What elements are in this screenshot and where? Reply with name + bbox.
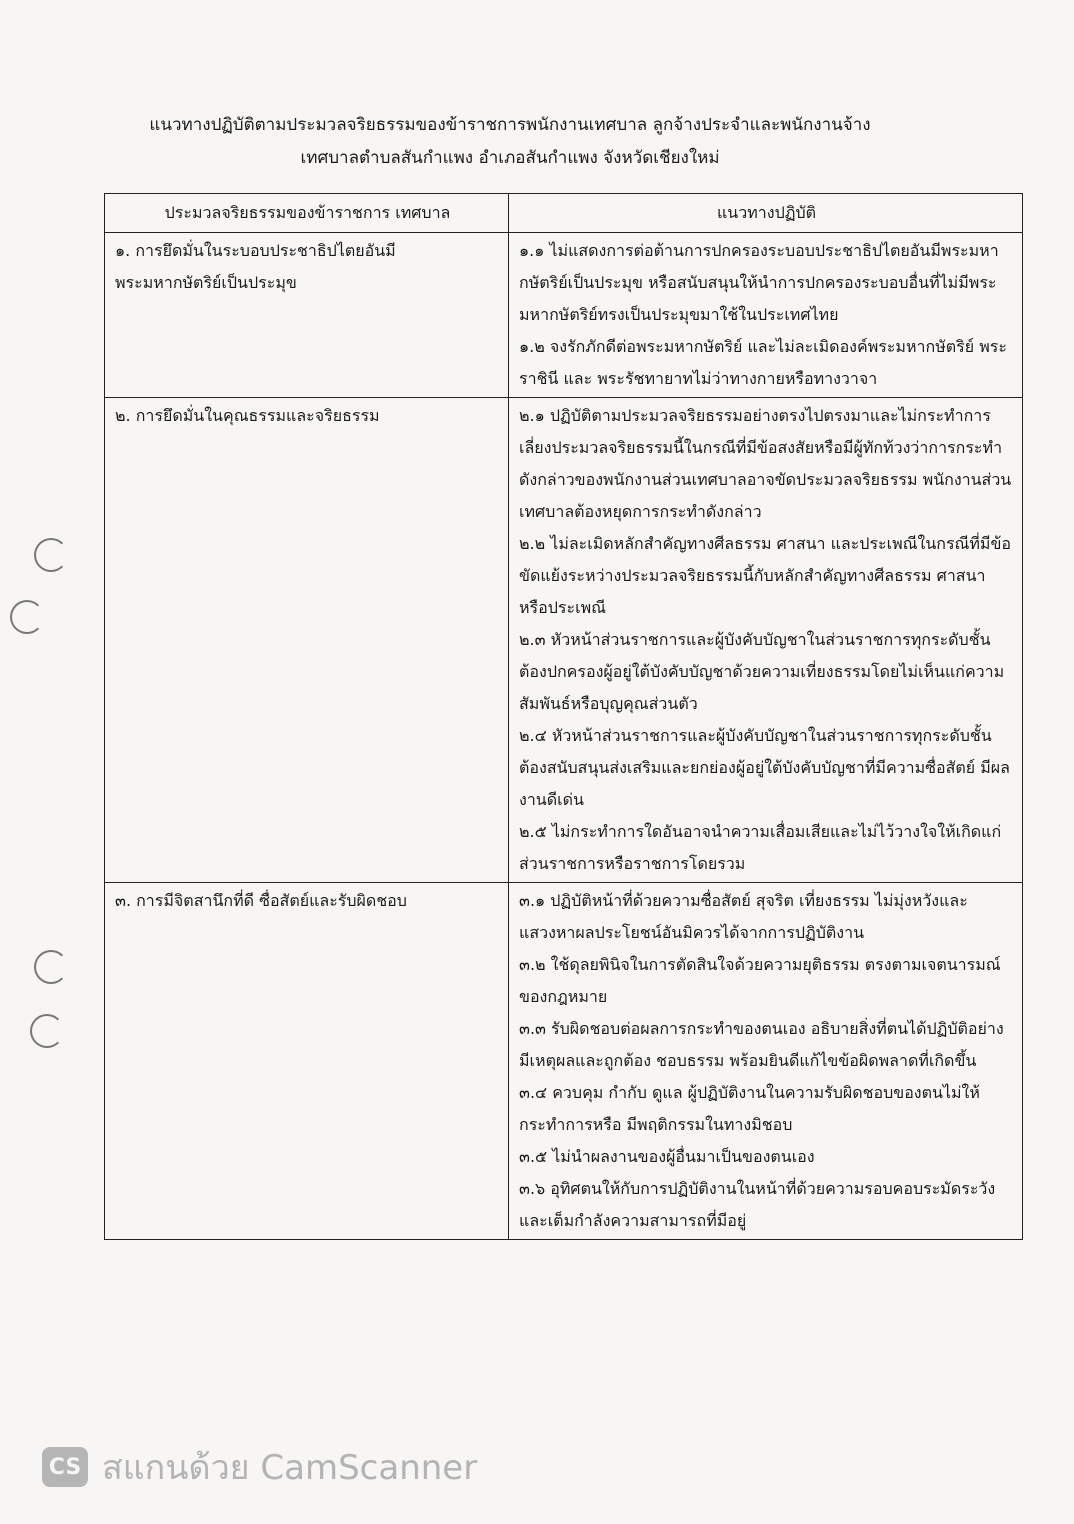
- guideline-cell: [509, 233, 1023, 398]
- guideline-item: ๓.๑ ปฏิบัติหน้าที่ด้วยความซื่อสัตย์ สุจริต เที่ยงธรรม ไม่มุ่งหวังและแสวงหาผลประโยชน์อันมิควรได้จากการปฏิบัติงาน: [519, 891, 968, 942]
- guideline-item: ๒.๑ ปฏิบัติตามประมวลจริยธรรมอย่างตรงไปตรงมาและไม่กระทำการเลี่ยงประมวลจริยธรรมนี้ในกรณีที่มีข้อสงสัยหรือมีผู้ทักท้วงว่าการกระทำดังกล่าวของพนักงานส่วนเทศบาลอาจขัดประมวลจริยธรรม พนักงานส่วนเทศบาลต้องหยุดการกระทำดังกล่าว: [519, 406, 1012, 521]
- principle-cell: ๑. การยึดมั่นในระบอบประชาธิปไตยอันมีพระมหากษัตริย์เป็นประมุข: [105, 233, 509, 398]
- table-row: [105, 398, 1023, 883]
- camscanner-logo-icon: CS: [42, 1447, 88, 1487]
- document-title-line1: แนวทางปฏิบัติตามประมวลจริยธรรมของข้าราชการพนักงานเทศบาล ลูกจ้างประจำและพนักงานจ้าง: [149, 115, 871, 135]
- punch-hole-mark: [10, 600, 44, 634]
- guideline-item: ๓.๒ ใช้ดุลยพินิจในการตัดสินใจด้วยความยุติธรรม ตรงตามเจตนารมณ์ของกฎหมาย: [519, 955, 1001, 1006]
- camscanner-watermark: [42, 1440, 477, 1494]
- principle-cell: ๒. การยึดมั่นในคุณธรรมและจริยธรรม: [105, 398, 509, 883]
- document-title-line2: เทศบาลตำบลสันกำแพง อำเภอสันกำแพง จังหวัดเชียงใหม่: [300, 148, 720, 168]
- watermark-text: สแกนด้วย CamScanner: [102, 1448, 478, 1488]
- guideline-cell: [509, 398, 1023, 883]
- guideline-item: ๓.๕ ไม่นำผลงานของผู้อื่นมาเป็นของตนเอง: [519, 1147, 815, 1166]
- guideline-item: ๓.๖ อุทิศตนให้กับการปฏิบัติงานในหน้าที่ด้วยความรอบคอบระมัดระวังและเต็มกำลังความสามารถที่มีอยู่: [519, 1179, 996, 1230]
- punch-hole-mark: [34, 950, 68, 984]
- table-row: [105, 883, 1023, 1240]
- principle-cell: ๓. การมีจิตสานึกที่ดี ซื่อสัตย์และรับผิดชอบ: [105, 883, 509, 1240]
- table-row: [105, 233, 1023, 398]
- table-header-row: [105, 194, 1023, 233]
- punch-hole-mark: [34, 538, 68, 572]
- guideline-item: ๓.๔ ควบคุม กำกับ ดูแล ผู้ปฏิบัติงานในความรับผิดชอบของตนไม่ให้กระทำการหรือ มีพฤติกรรมในทางมิชอบ: [519, 1083, 980, 1134]
- guideline-item: ๒.๓ หัวหน้าส่วนราชการและผู้บังคับบัญชาในส่วนราชการทุกระดับชั้นต้องปกครองผู้อยู่ใต้บังคับบัญชาด้วยความเที่ยงธรรมโดยไม่เห็นแก่ความสัมพันธ์หรือบุญคุณส่วนตัว: [519, 630, 1005, 713]
- guideline-cell: [509, 883, 1023, 1240]
- punch-hole-mark: [30, 1014, 64, 1048]
- ethics-table: [104, 193, 1023, 1240]
- guideline-item: ๑.๑ ไม่แสดงการต่อต้านการปกครองระบอบประชาธิปไตยอันมีพระมหากษัตริย์เป็นประมุข หรือสนับสนุนให้นำการปกครองระบอบอื่นที่ไม่มีพระมหากษัตริย์ทรงเป็นประมุขมาใช้ในประเทศไทย: [519, 241, 999, 324]
- guideline-item: ๒.๕ ไม่กระทำการใดอันอาจนำความเสื่อมเสียและไม่ไว้วางใจให้เกิดแก่ส่วนราชการหรือราชการโดยรวม: [519, 822, 1002, 873]
- column-header-guideline: แนวทางปฏิบัติ: [509, 194, 1023, 233]
- column-header-principle: ประมวลจริยธรรมของข้าราชการ เทศบาล: [105, 194, 509, 233]
- guideline-item: ๑.๒ จงรักภักดีต่อพระมหากษัตริย์ และไม่ละเมิดองค์พระมหากษัตริย์ พระราชินี และ พระรัชทายาทไม่ว่าทางกายหรือทางวาจา: [519, 337, 1007, 388]
- guideline-item: ๓.๓ รับผิดชอบต่อผลการกระทำของตนเอง อธิบายสิ่งที่ตนได้ปฏิบัติอย่างมีเหตุผลและถูกต้อง ชอบธรรม พร้อมยินดีแก้ไขข้อผิดพลาดที่เกิดขึ้น: [519, 1019, 1004, 1070]
- guideline-item: ๒.๒ ไม่ละเมิดหลักสำคัญทางศีลธรรม ศาสนา และประเพณีในกรณีที่มีข้อขัดแย้งระหว่างประมวลจริยธรรมนี้กับหลักสำคัญทางศีลธรรม ศาสนาหรือประเพณี: [519, 534, 1012, 617]
- guideline-item: ๒.๔ หัวหน้าส่วนราชการและผู้บังคับบัญชาในส่วนราชการทุกระดับชั้นต้องสนับสนุนส่งเสริมและยกย่องผู้อยู่ใต้บังคับบัญชาที่มีความซื่อสัตย์ มีผลงานดีเด่น: [519, 726, 1010, 809]
